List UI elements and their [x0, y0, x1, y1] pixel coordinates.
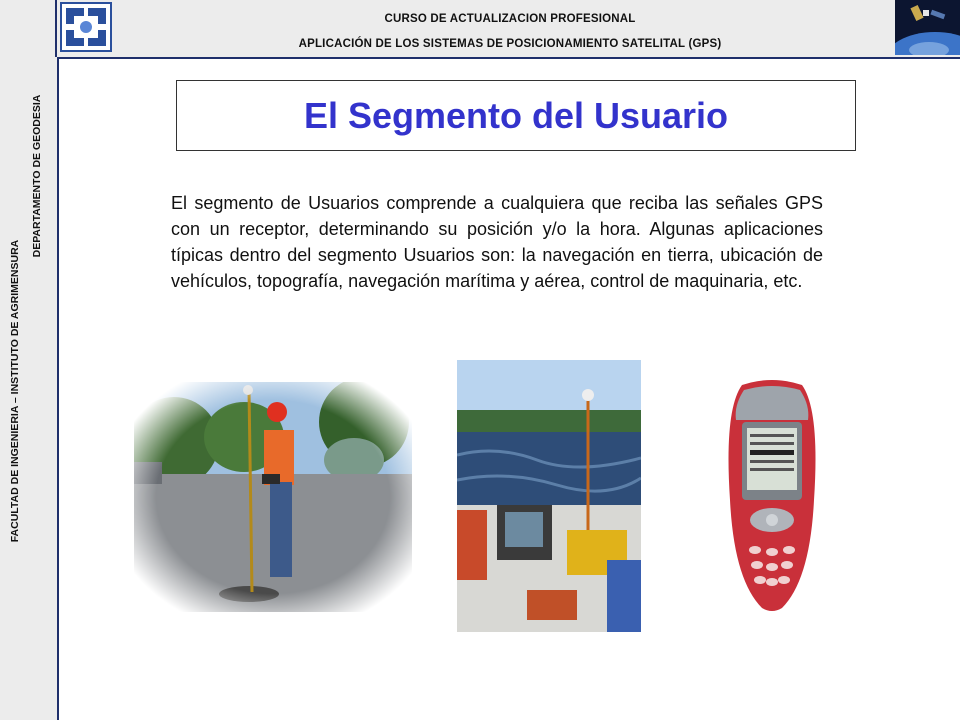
handheld-gps-photo [722, 380, 822, 612]
header-bar [0, 0, 960, 59]
faculty-label: FACULTAD DE INGENIERIA – INSTITUTO DE AGRIMENSURA [9, 239, 21, 543]
university-logo [60, 2, 112, 52]
slide-body-text: El segmento de Usuarios comprende a cualquiera que reciba las señales GPS con un receptor, determinando su posición y/o la hora. Algunas aplicaciones típicas dentro del segmento Usuarios son: la navegación en tierra, ubicación de vehículos, topografía, navegación marítima y aérea, control de maquinaria, etc. [171, 193, 823, 291]
slide-title: El Segmento del Usuario [303, 94, 729, 136]
surveyor-photo [134, 382, 412, 612]
course-subtitle: APLICACIÓN DE LOS SISTEMAS DE POSICIONAMIENTO SATELITAL (GPS) [298, 38, 722, 50]
boat-antenna-photo [457, 360, 641, 632]
department-label: DEPARTAMENTO DE GEODESIA [31, 94, 43, 258]
course-title: CURSO DE ACTUALIZACION PROFESIONAL [384, 13, 636, 25]
header-corner [0, 0, 57, 57]
slide-title-box [176, 80, 856, 151]
satellite-earth-image [895, 0, 960, 55]
